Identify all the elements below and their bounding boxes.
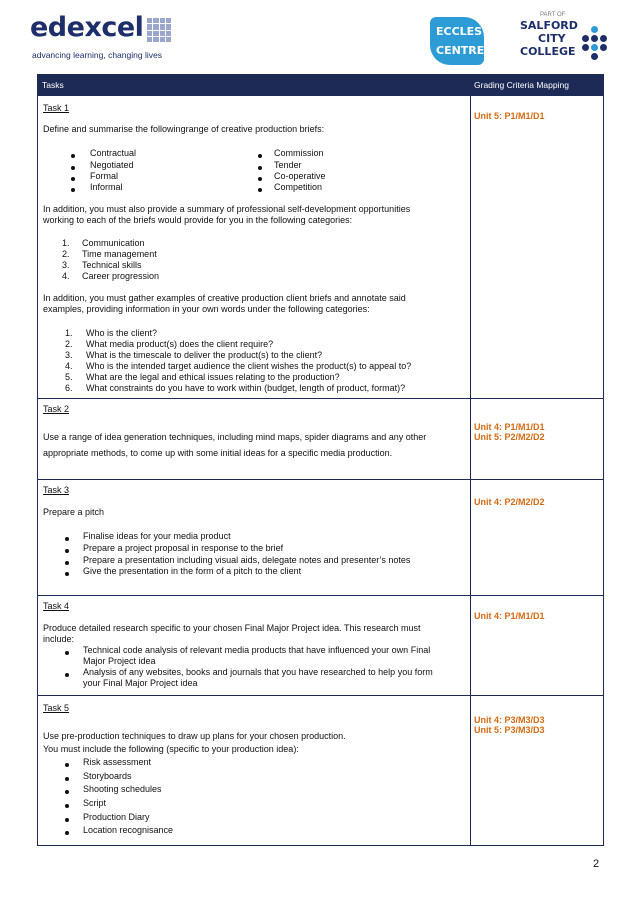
brief-item: Formal [90, 171, 119, 181]
header-grading: Grading Criteria Mapping [474, 80, 569, 90]
question-item: What is the timescale to deliver the product(s) to the client? [86, 350, 323, 360]
bullet-icon [65, 561, 69, 565]
category-item: Technical skills [82, 260, 142, 270]
bullet-icon [258, 177, 262, 181]
preproduction-item: Location recognisance [83, 825, 174, 835]
salford-dots-icon [579, 26, 613, 60]
salford-part-of: PART OF [540, 12, 566, 18]
brief-item: Competition [274, 182, 323, 192]
list-number: 6. [65, 383, 73, 393]
row-divider [38, 695, 603, 696]
question-item: Who is the client? [86, 328, 158, 338]
brief-item: Co-operative [274, 171, 326, 181]
task2-line2: appropriate methods, to come up with some initial ideas for a specific media production. [43, 448, 393, 458]
preproduction-item: Shooting schedules [83, 784, 162, 794]
salford-word-1: SALFORD [520, 19, 578, 32]
task4-line2: include: [43, 634, 75, 644]
pitch-item: Finalise ideas for your media product [83, 531, 231, 541]
task3-title: Task 3 [43, 485, 70, 495]
preproduction-item: Risk assessment [83, 757, 152, 767]
edexcel-wordmark: edexcel [30, 12, 144, 43]
task5-grading-2: Unit 5: P3/M3/D3 [474, 725, 545, 735]
task1-para2-line1: In addition, you must also provide a summary of professional self-development opportunities [43, 204, 411, 214]
research-item-1-line2: Major Project idea [83, 656, 156, 666]
row-divider [38, 479, 603, 480]
research-item-2-line1: Analysis of any websites, books and journals that you have researched to help you form [83, 667, 433, 677]
pitch-item: Prepare a project proposal in response to the brief [83, 543, 284, 553]
category-item: Career progression [82, 271, 160, 281]
edexcel-logo [30, 12, 190, 60]
task5-line2: You must include the following (specific to your production idea): [43, 744, 299, 754]
list-number: 4. [62, 271, 70, 281]
research-item-2-line2: your Final Major Project idea [83, 678, 198, 688]
bullet-icon [71, 154, 75, 158]
bullet-icon [65, 831, 69, 835]
brief-item: Informal [90, 182, 123, 192]
task4-grading: Unit 4: P1/M1/D1 [474, 611, 545, 621]
brief-item: Contractual [90, 148, 137, 158]
task2-line1: Use a range of idea generation techniques, including mind maps, spider diagrams and any other [43, 432, 427, 442]
salford-word-3: COLLEGE [520, 45, 576, 58]
list-number: 1. [62, 238, 70, 248]
question-item: What are the legal and ethical issues relating to the production? [86, 372, 340, 382]
task1-para3-line2: examples, providing information in your own words under the following categories: [43, 304, 370, 314]
question-item: Who is the intended target audience the client wishes the product(s) to appeal to? [86, 361, 412, 371]
bullet-icon [65, 673, 69, 677]
bullet-icon [65, 790, 69, 794]
list-number: 2. [65, 339, 73, 349]
bullet-icon [258, 188, 262, 192]
research-item-1-line1: Technical code analysis of relevant media products that have influenced your own Final [83, 645, 431, 655]
list-number: 4. [65, 361, 73, 371]
edexcel-grid-icon [147, 18, 171, 42]
category-item: Communication [82, 238, 145, 248]
task3-intro: Prepare a pitch [43, 507, 105, 517]
task5-title: Task 5 [43, 703, 70, 713]
preproduction-item: Script [83, 798, 107, 808]
question-item: What media product(s) does the client require? [86, 339, 274, 349]
bullet-icon [71, 188, 75, 192]
edexcel-tagline: advancing learning, changing lives [32, 50, 162, 60]
row-divider [38, 595, 603, 596]
list-number: 3. [65, 350, 73, 360]
question-item: What constraints do you have to work within (budget, length of product, format)? [86, 383, 406, 393]
pitch-item: Prepare a presentation including visual aids, delegate notes and presenter’s notes [83, 555, 411, 565]
preproduction-item: Storyboards [83, 771, 132, 781]
page-number: 2 [593, 858, 600, 870]
task2-grading-2: Unit 5: P2/M2/D2 [474, 432, 545, 442]
bullet-icon [65, 818, 69, 822]
tasks-table [37, 74, 604, 846]
task3-grading: Unit 4: P2/M2/D2 [474, 497, 545, 507]
bullet-icon [71, 166, 75, 170]
list-number: 5. [65, 372, 73, 382]
task2-grading-1: Unit 4: P1/M1/D1 [474, 422, 545, 432]
preproduction-item: Production Diary [83, 812, 150, 822]
bullet-icon [258, 154, 262, 158]
bullet-icon [65, 651, 69, 655]
eccles-line2: CENTRE [436, 44, 485, 57]
bullet-icon [65, 537, 69, 541]
list-number: 3. [62, 260, 70, 270]
task4-line1: Produce detailed research specific to your chosen Final Major Project idea. This research must [43, 623, 421, 633]
bullet-icon [71, 177, 75, 181]
row-divider [38, 398, 603, 399]
task1-para2-line2: working to each of the briefs would provide for you in the following categories: [43, 215, 353, 225]
task5-grading-1: Unit 4: P3/M3/D3 [474, 715, 545, 725]
eccles-line1: ECCLES [436, 25, 483, 38]
eccles-centre-logo [430, 17, 486, 67]
brief-item: Commission [274, 148, 324, 158]
task1-title: Task 1 [43, 103, 70, 113]
list-number: 2. [62, 249, 70, 259]
list-number: 1. [65, 328, 73, 338]
salford-city-college-logo [504, 12, 614, 64]
task1-grading: Unit 5: P1/M1/D1 [474, 111, 545, 121]
header-tasks: Tasks [42, 80, 64, 90]
bullet-icon [258, 166, 262, 170]
task4-title: Task 4 [43, 601, 70, 611]
bullet-icon [65, 763, 69, 767]
brief-item: Tender [274, 160, 302, 170]
table-header [38, 75, 603, 96]
bullet-icon [65, 777, 69, 781]
column-divider [470, 75, 471, 845]
category-item: Time management [82, 249, 157, 259]
bullet-icon [65, 549, 69, 553]
salford-word-2: CITY [538, 32, 566, 45]
task5-line1: Use pre-production techniques to draw up plans for your chosen production. [43, 731, 346, 741]
task1-para3-line1: In addition, you must gather examples of creative production client briefs and annotate said [43, 293, 406, 303]
bullet-icon [65, 572, 69, 576]
pitch-item: Give the presentation in the form of a pitch to the client [83, 566, 302, 576]
task2-title: Task 2 [43, 404, 70, 414]
bullet-icon [65, 804, 69, 808]
brief-item: Negotiated [90, 160, 134, 170]
task1-intro: Define and summarise the followingrange of creative production briefs: [43, 124, 325, 134]
